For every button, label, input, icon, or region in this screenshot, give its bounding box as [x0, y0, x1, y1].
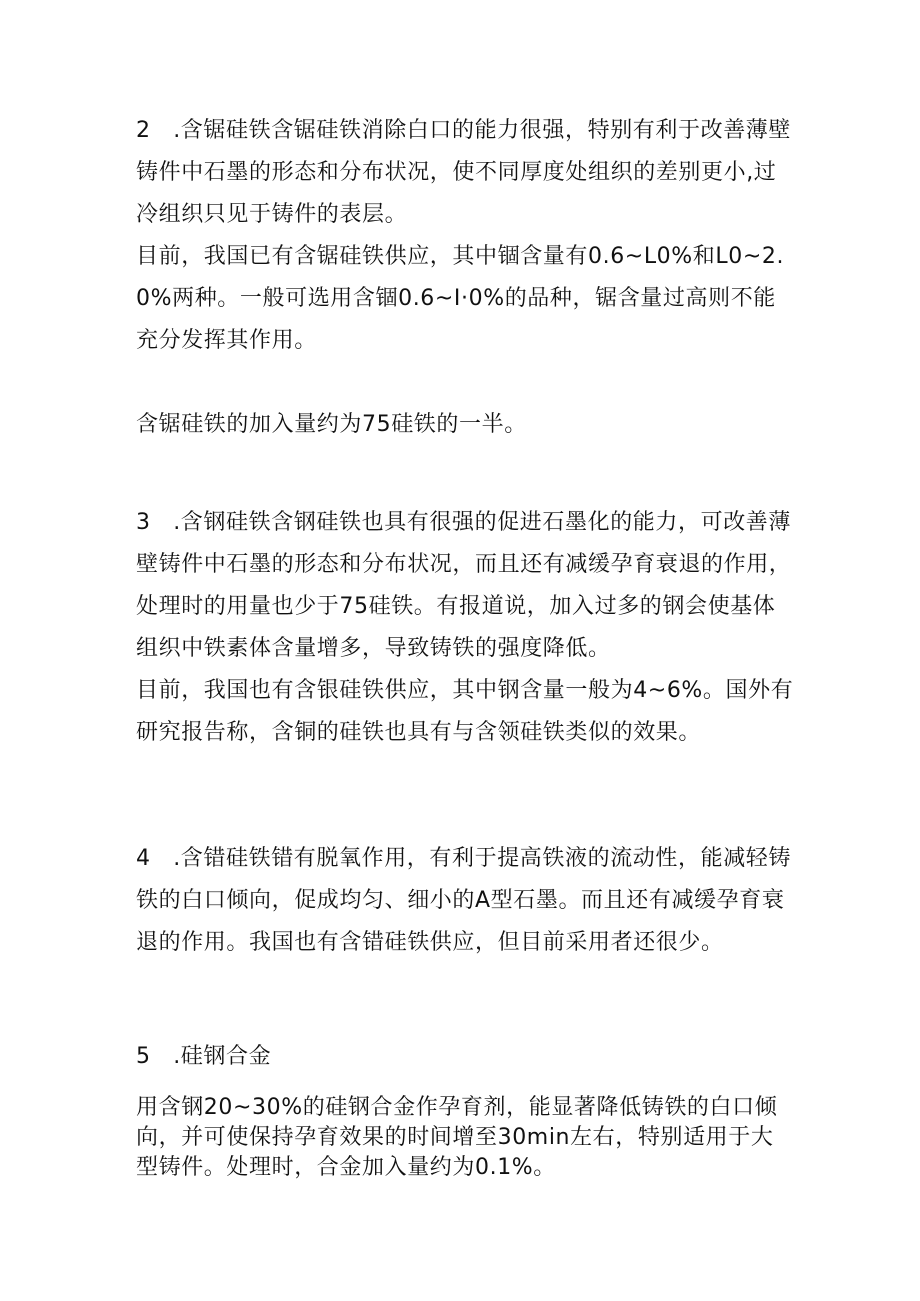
- section-4-heading-paragraph: 4 .含错硅铁错有脱氧作用，有利于提高铁液的流动性，能减轻铸铁的白口倾向，促成均匀、细小的A型石墨。而且还有减缓孕育衰退的作用。我国也有含错硅铁供应，但目前采用者还很少。: [136, 846, 791, 955]
- section-3-heading-paragraph: 3 .含钢硅铁含钢硅铁也具有很强的促进石墨化的能力，可改善薄壁铸件中石墨的形态和分布状况，而且还有减缓孕育衰退的作用，处理时的用量也少于75硅铁。有报道说，加入过多的钢会使基体组织中铁素体含量增多，导致铸铁的强度降低。: [136, 510, 792, 661]
- section-5-heading: 5 .硅钢合金: [136, 1044, 272, 1069]
- section-2-body-paragraph-2: 含锯硅铁的加入量约为75硅铁的一半。: [136, 412, 527, 437]
- section-5-body-paragraph: 用含钢20~30%的硅钢合金作孕育剂，能显著降低铸铁的白口倾向，并可使保持孕育效果的时间增至30min左右，特别适用于大型铸件。处理时，合金加入量约为0.1%。: [136, 1095, 778, 1180]
- section-2-body-paragraph-1: 目前，我国已有含锯硅铁供应，其中锢含量有0.6~L0%和L0~2.0%两种。一般可选用含锢0.6~I·0%的品种，锯含量过高则不能充分发挥其作用。: [136, 244, 785, 353]
- section-2-heading-paragraph: 2 .含锯硅铁含锯硅铁消除白口的能力很强，特别有利于改善薄壁铸件中石墨的形态和分布状况，使不同厚度处组织的差别更小,过冷组织只见于铸件的表层。: [136, 118, 791, 227]
- section-3-body-paragraph-1: 目前，我国也有含银硅铁供应，其中钢含量一般为4~6%。国外有研究报告称，含铜的硅铁也具有与含领硅铁类似的效果。: [136, 678, 794, 745]
